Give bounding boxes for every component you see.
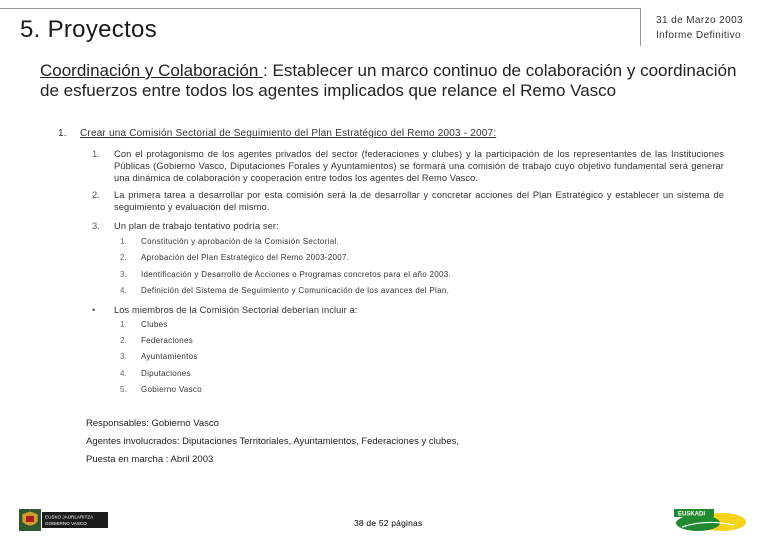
- plan-step-number: 3.: [120, 270, 127, 279]
- euskadi-logo-text: EUSKADI: [678, 511, 706, 518]
- page-number: 38 de 52 páginas: [354, 518, 423, 528]
- list-item-text: Crear una Comisión Sectorial de Seguimiento del Plan Estratégico del Remo 2003 - 2007:: [80, 128, 497, 139]
- member-text: Gobierno Vasco: [141, 385, 202, 394]
- plan-step-number: 2.: [120, 253, 127, 262]
- plan-step-number: 1.: [120, 237, 127, 246]
- member-number: 5.: [120, 385, 127, 394]
- member-text: Ayuntamientos: [141, 352, 198, 361]
- member-text: Clubes: [141, 320, 168, 329]
- gov-logo-line2: GOBIERNO VASCO: [45, 521, 87, 526]
- header-divider: [640, 8, 641, 46]
- list-number: 1.: [58, 128, 67, 139]
- member-number: 1.: [120, 320, 127, 329]
- header-date: 31 de Marzo 2003: [656, 15, 744, 26]
- sub-item-text: Un plan de trabajo tentativo podría ser:: [114, 221, 279, 231]
- headline-underlined: Coordinación y Colaboración: [40, 61, 264, 80]
- header-doc-status: Informe Definitivo: [656, 30, 742, 41]
- responsables-text: Responsables: Gobierno Vasco: [86, 418, 219, 429]
- plan-step-text: Definición del Sistema de Seguimiento y Comunicación de los avances del Plan.: [141, 286, 450, 295]
- sub-item-number: 3.: [92, 221, 100, 231]
- member-text: Diputaciones: [141, 369, 191, 378]
- gov-logo-line1: EUSKO JAURLARITZA: [45, 514, 94, 520]
- header-rule: [0, 8, 640, 9]
- sub-item-text: La primera tarea a desarrollar por esta comisión será la de desarrollar y concretar acciones del Plan Estratégico y establecer un sistema de seguimiento y evaluación del mismo.: [114, 190, 724, 212]
- sub-item-number: 1.: [92, 149, 100, 159]
- gobierno-vasco-logo: [18, 508, 110, 532]
- plan-step-text: Identificación y Desarrollo de Acciones o Programas concretos para el año 2003.: [141, 270, 452, 279]
- member-number: 4.: [120, 369, 127, 378]
- agentes-text: Agentes involucrados: Diputaciones Territoriales, Ayuntamientos, Federaciones y clubes,: [86, 436, 459, 447]
- euskadi-logo: [668, 506, 748, 534]
- sub-item-number: 2.: [92, 190, 100, 200]
- puesta-en-marcha-text: Puesta en marcha : Abril 2003: [86, 454, 214, 465]
- sub-item-text: Con el protagonismo de los agentes privados del sector (federaciones y clubes) y la participación de los representantes de las Instituciones Públicas (Gobierno Vasco, Diputaciones Forales y Ayuntamientos) se formará una comisión de trabajo cuyo objetivo fundamental será generar una dinámica de colaboración y cooperación entre todos los agentes del Remo Vasco.: [114, 149, 724, 183]
- plan-step-text: Aprobación del Plan Estratégico del Remo 2003-2007.: [141, 253, 350, 262]
- sub-item-text: Los miembros de la Comisión Sectorial deberían incluir a:: [114, 305, 358, 315]
- header-meta: [656, 13, 743, 43]
- sub-item-bullet: •: [92, 305, 96, 315]
- plan-step-number: 4.: [120, 286, 127, 295]
- page-title: 5. Proyectos: [20, 16, 157, 43]
- member-number: 3.: [120, 352, 127, 361]
- section-headline: [40, 61, 760, 101]
- headline-rest: : Establecer un marco continuo de colaboración y coordinación de esfuerzos entre todos los agentes implicados que relance el Remo Vasco: [40, 61, 737, 100]
- member-text: Federaciones: [141, 336, 194, 345]
- member-number: 2.: [120, 336, 127, 345]
- plan-step-text: Constitución y aprobación de la Comisión Sectorial.: [141, 237, 340, 246]
